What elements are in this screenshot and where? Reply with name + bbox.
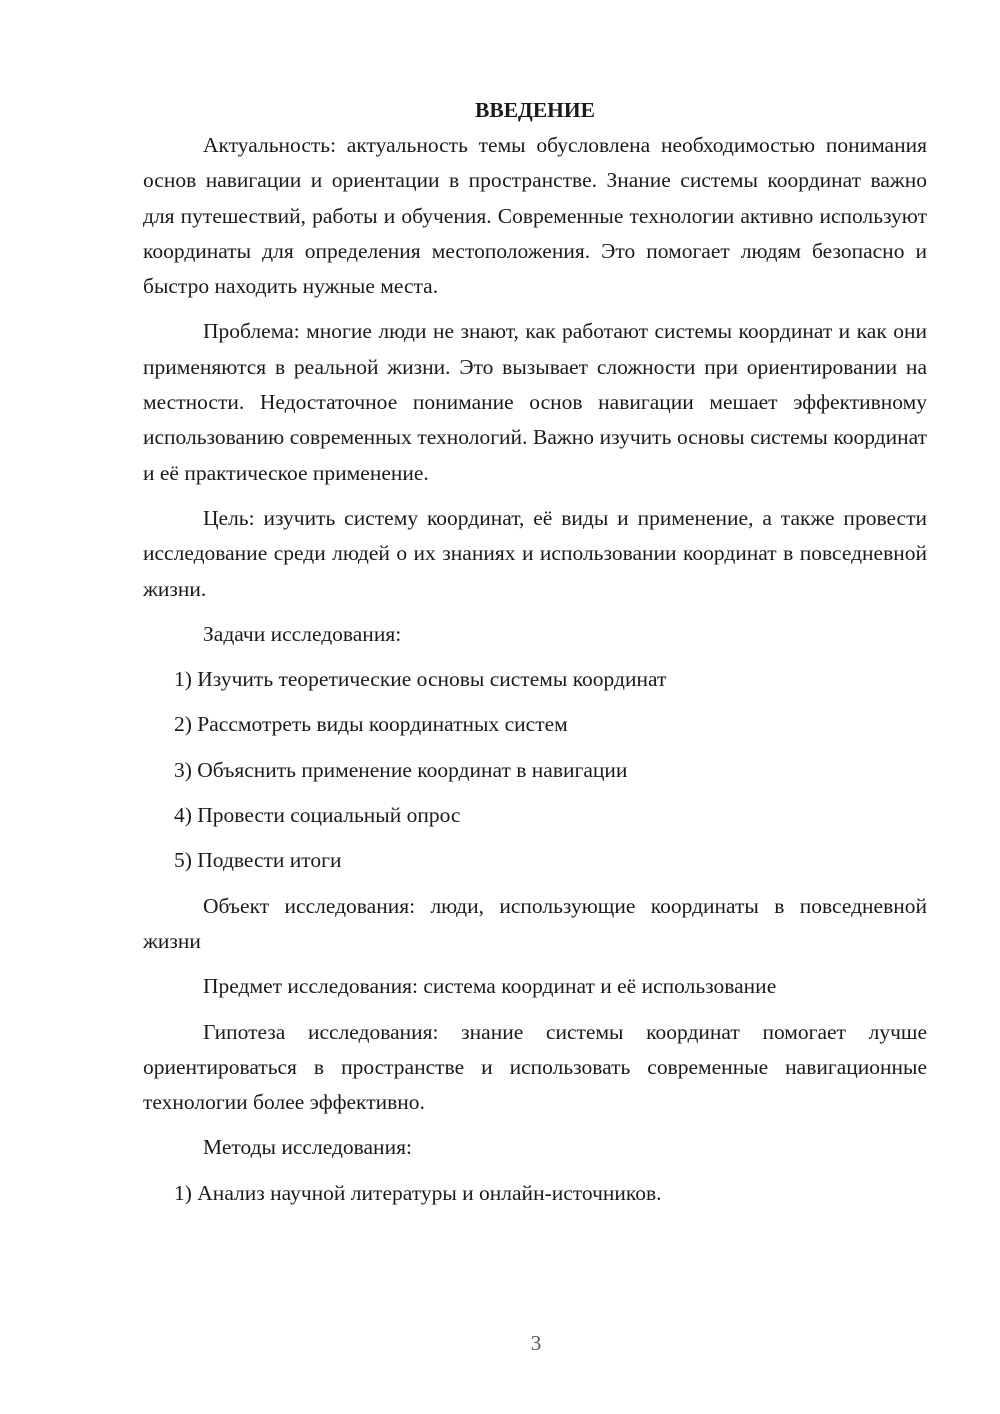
page-title: ВВЕДЕНИЕ xyxy=(475,98,595,122)
paragraph-subject: Предмет исследования: система координат и её использование xyxy=(203,974,777,999)
paragraph-goal: Цель: изучить систему координат, её виды и применение, а также провести исследование среди людей о их знаниях и использовании координат в повседневной жизни. xyxy=(143,505,927,601)
paragraph-relevance: Актуальность: актуальность темы обусловлена необходимостью понимания основ навигации и ориентации в пространстве. Знание системы координат важно для путешествий, работы и обучения. Современные технологии активно используют координаты для определения местоположения. Это помогает людям безопасно и быстро находить нужные места. xyxy=(143,133,927,299)
methods-heading: Методы исследования: xyxy=(203,1135,412,1160)
list-item: 5) Подвести итоги xyxy=(174,848,342,873)
page-content xyxy=(143,93,927,1211)
paragraph-problem: Проблема: многие люди не знают, как работают системы координат и как они применяются в реальной жизни. Это вызывает сложности при ориентировании на местности. Недостаточное понимание основ навигации мешает эффективному использованию современных технологий. Важно изучить основы системы координат и её практическое применение. xyxy=(143,319,927,485)
list-item: 1) Анализ научной литературы и онлайн-источников. xyxy=(174,1180,662,1205)
paragraph-hypothesis: Гипотеза исследования: знание системы координат помогает лучше ориентироваться в пространстве и использовать современные навигационные технологии более эффективно. xyxy=(143,1019,927,1115)
tasks-list xyxy=(143,662,927,878)
tasks-heading: Задачи исследования: xyxy=(203,621,402,646)
list-item: 2) Рассмотреть виды координатных систем xyxy=(174,712,568,737)
methods-list xyxy=(143,1176,927,1211)
list-item: 1) Изучить теоретические основы системы координат xyxy=(174,667,667,692)
paragraph-object: Объект исследования: люди, использующие координаты в повседневной жизни xyxy=(143,893,927,953)
page-number: 3 xyxy=(530,1331,542,1355)
list-item: 3) Объяснить применение координат в навигации xyxy=(174,757,628,782)
list-item: 4) Провести социальный опрос xyxy=(174,803,461,828)
